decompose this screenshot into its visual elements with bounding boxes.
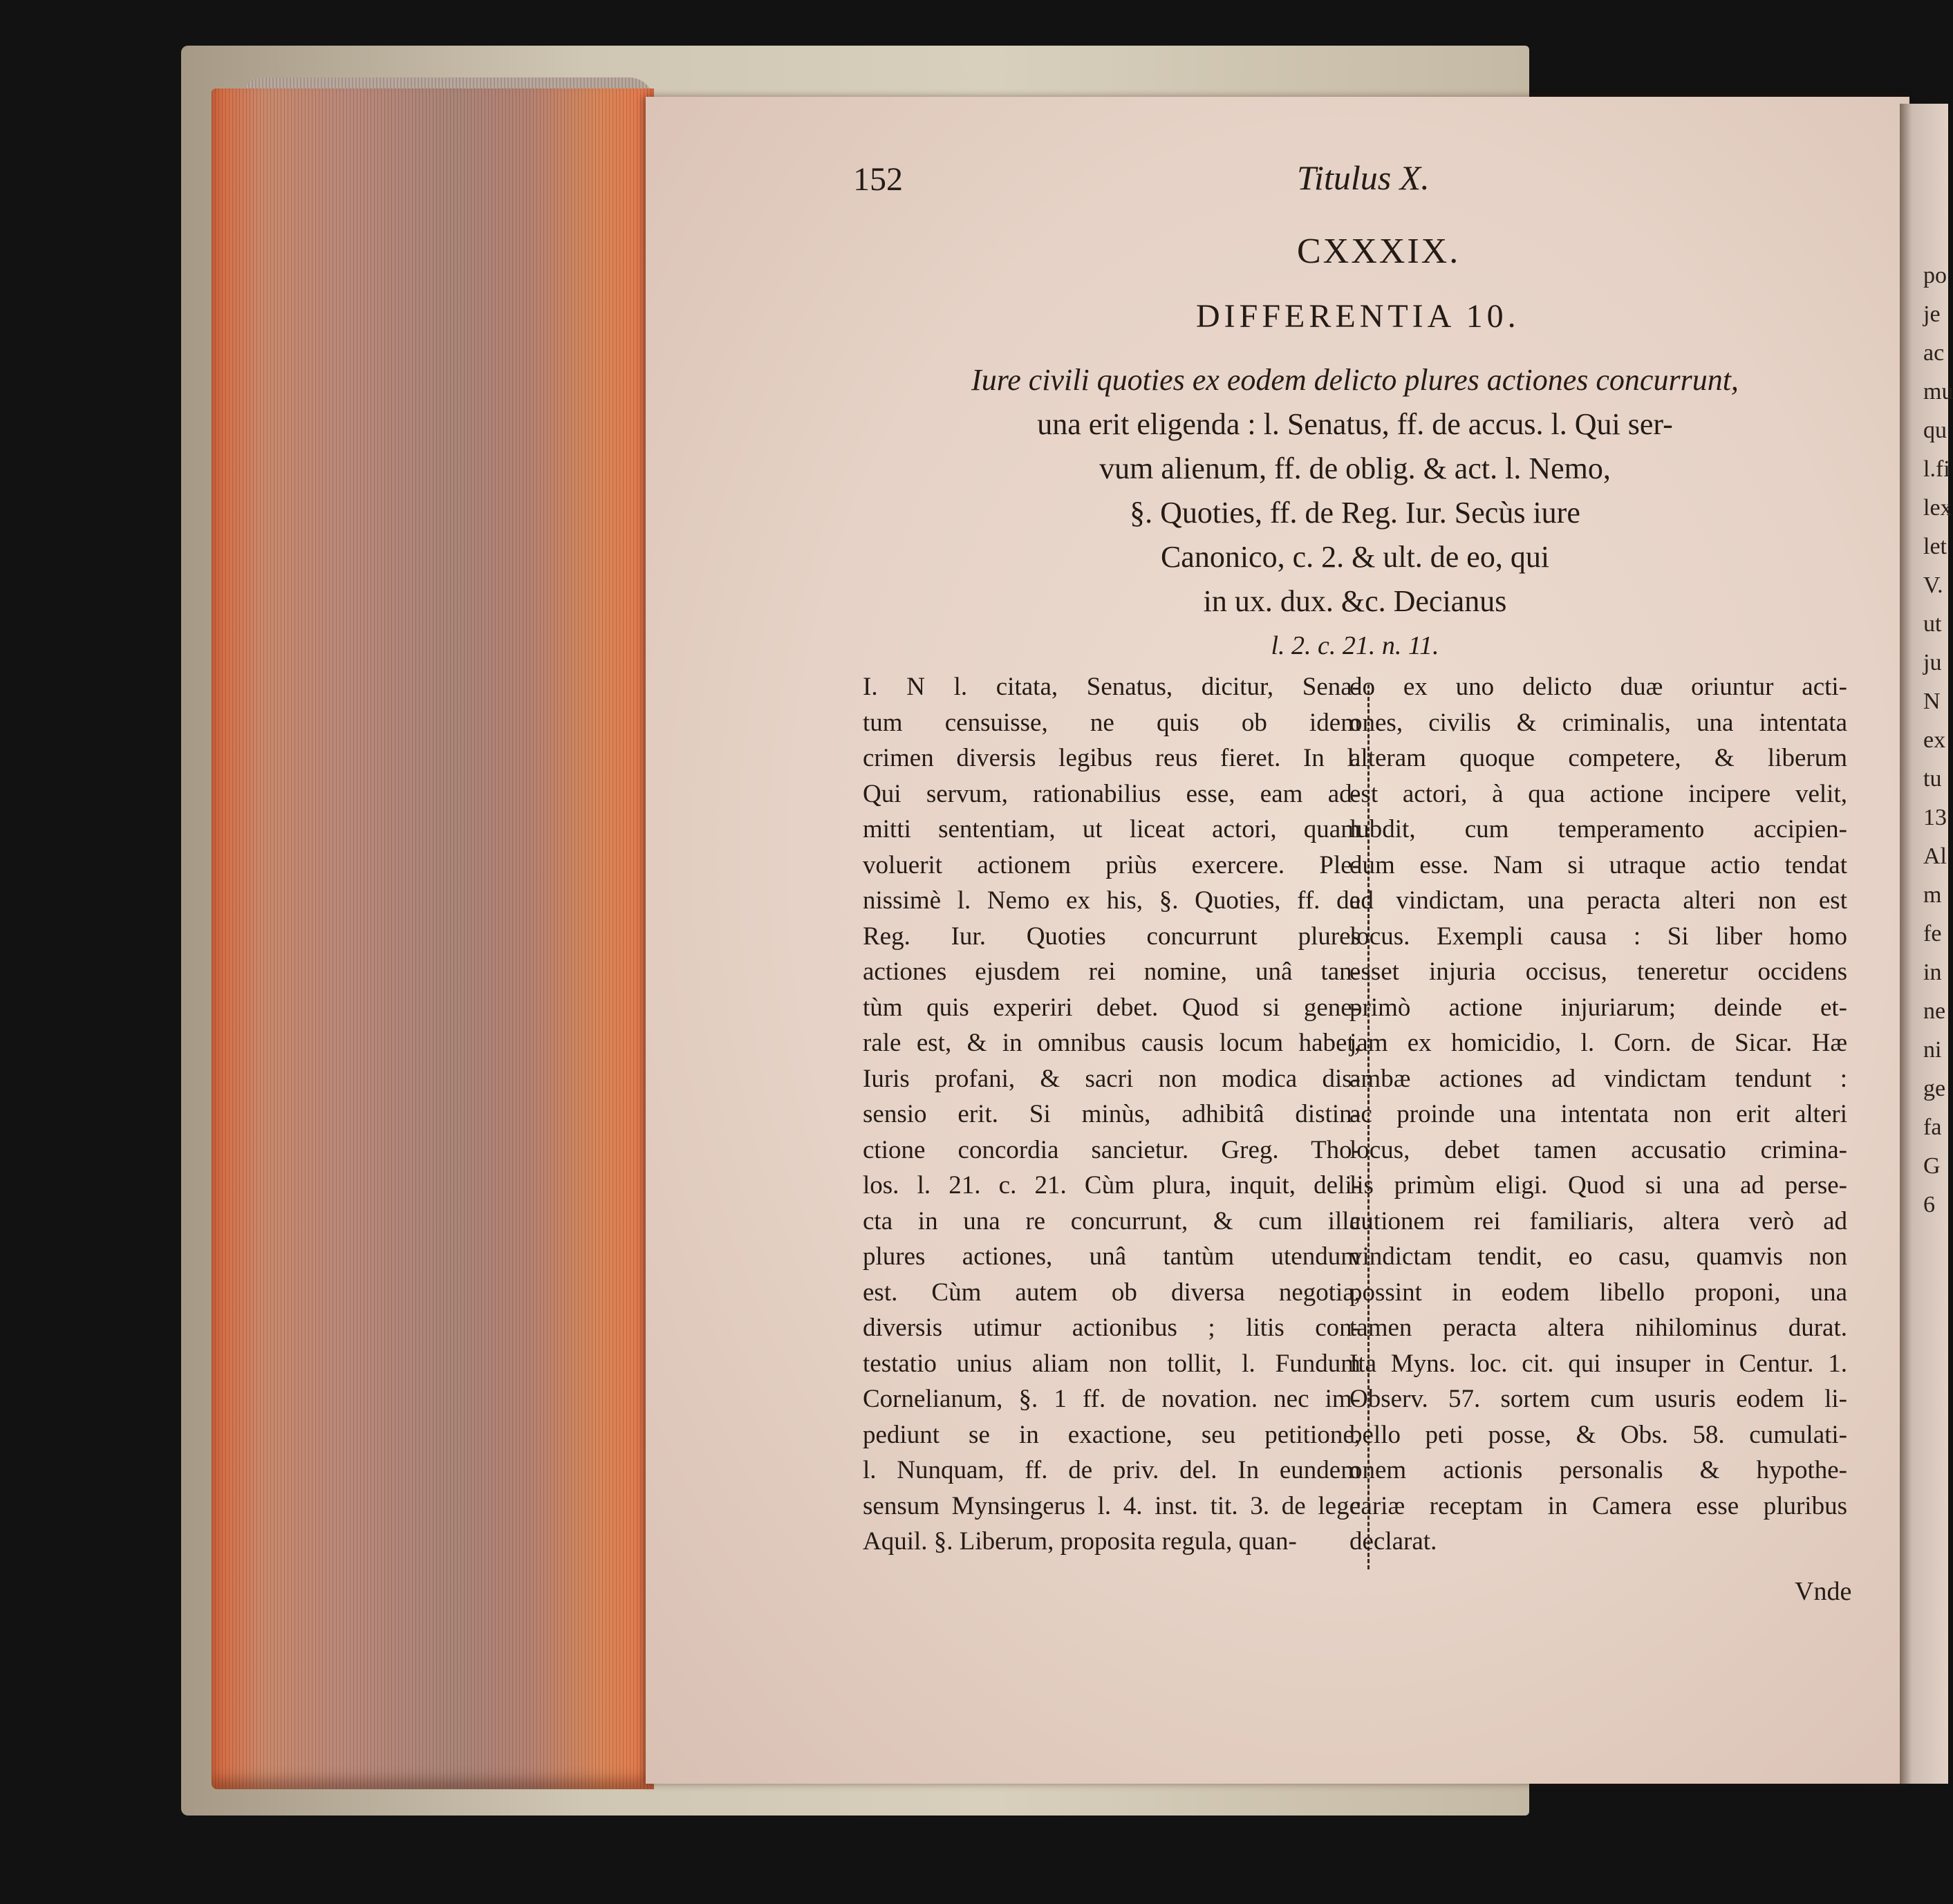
page-number: 152 [853, 161, 903, 198]
text-line: cta in una re concurrunt, & cum illa [863, 1206, 1361, 1235]
section-number: CXXXIX. [1297, 232, 1461, 271]
text-line: Aquil. §. Liberum, proposita regula, quan- [863, 1527, 1297, 1556]
section-heading: DIFFERENTIA 10. [1196, 298, 1520, 335]
text-line: lis primùm eligi. Quod si una ad perse- [1349, 1171, 1847, 1200]
text-line: mitti sententiam, ut liceat actori, quam [863, 815, 1361, 843]
left-column [863, 669, 1361, 1560]
text-line: onem actionis personalis & hypothe- [1349, 1456, 1847, 1484]
text-line: primò actione injuriarum; deinde et- [1349, 993, 1847, 1022]
text-line: los. l. 21. c. 21. Cùm plura, inquit, deli- [863, 1171, 1361, 1200]
text-line: sensum Mynsingerus l. 4. inst. tit. 3. de lege [863, 1491, 1361, 1520]
text-line: l. Nunquam, ff. de priv. del. In eundem [863, 1456, 1361, 1484]
summary-line: Canonico, c. 2. & ult. de eo, qui [1160, 540, 1550, 574]
facing-page-fragment: ut [1923, 611, 1942, 637]
facing-page-fragment: G [1923, 1153, 1941, 1179]
summary-line: in ux. dux. &c. Decianus [1203, 584, 1507, 618]
text-line: alteram quoque competere, & liberum [1349, 744, 1847, 772]
text-line: lubdit, cum temperamento accipien- [1349, 815, 1847, 843]
text-line: pediunt se in exactione, seu petitione, [863, 1420, 1361, 1449]
text-line: cutionem rei familiaris, altera verò ad [1349, 1206, 1847, 1235]
text-line: testatio unius aliam non tollit, l. Fundum [863, 1349, 1361, 1378]
text-line: dum esse. Nam si utraque actio tendat [1349, 850, 1847, 879]
right-column [1349, 669, 1847, 1560]
text-line: Ita Myns. loc. cit. qui insuper in Centur. 1. [1349, 1349, 1847, 1378]
text-line: vindictam tendit, eo casu, quamvis non [1349, 1242, 1847, 1271]
text-line: Reg. Iur. Quoties concurrunt plures [863, 922, 1361, 951]
facing-page-fragment: m [1923, 882, 1942, 908]
catchword: Vnde [1795, 1577, 1852, 1606]
text-line: Cornelianum, §. 1 ff. de novation. nec im- [863, 1385, 1361, 1413]
facing-page-fragment: po [1923, 263, 1947, 288]
text-line: ad vindictam, una peracta alteri non est [1349, 886, 1847, 915]
facing-page-fragment: mu [1923, 379, 1953, 404]
page-stack-edge [212, 88, 654, 1789]
facing-page-fragment: ge [1923, 1076, 1946, 1101]
text-line: est actori, à qua actione incipere velit, [1349, 779, 1847, 808]
text-line: Iuris profani, & sacri non modica dis- [863, 1064, 1361, 1093]
summary-line: §. Quoties, ff. de Reg. Iur. Secùs iure [1130, 496, 1580, 530]
facing-page-fragment: ex [1923, 727, 1946, 753]
facing-page-fragment: qu [1923, 418, 1947, 443]
facing-page-fragment: V. [1923, 572, 1943, 598]
facing-page-fragment: Al [1923, 843, 1947, 869]
text-line: est. Cùm autem ob diversa negotia, [863, 1278, 1361, 1307]
facing-page-edge [1900, 104, 1953, 1784]
text-line: diversis utimur actionibus ; litis con- [863, 1314, 1361, 1342]
text-line: cariæ receptam in Camera esse pluribus [1349, 1491, 1847, 1520]
text-line: crimen diversis legibus reus fieret. In l. [863, 744, 1361, 772]
text-line: sensio erit. Si minùs, adhibitâ distin- [863, 1100, 1361, 1128]
text-line: esset injuria occisus, teneretur occidens [1349, 958, 1847, 986]
facing-page-fragment: in [1923, 960, 1942, 985]
text-line: Qui servum, rationabilius esse, eam ad- [863, 779, 1361, 808]
text-line: possint in eodem libello proponi, una [1349, 1278, 1847, 1307]
facing-page-fragment: ne [1923, 998, 1946, 1024]
facing-page-fragment: ni [1923, 1037, 1942, 1063]
text-line: do ex uno delicto duæ oriuntur acti- [1349, 673, 1847, 701]
text-line: I. N l. citata, Senatus, dicitur, Sena- [863, 673, 1361, 701]
facing-page-fragment: l.fi [1923, 456, 1950, 482]
text-line: actiones ejusdem rei nomine, unâ tan- [863, 958, 1361, 986]
text-line: rale est, & in omnibus causis locum habet, [863, 1029, 1361, 1057]
text-line: tum censuisse, ne quis ob idem [863, 708, 1361, 737]
text-line: jam ex homicidio, l. Corn. de Sicar. Hæ [1349, 1029, 1847, 1057]
text-line: ctione concordia sancietur. Greg. Tho- [863, 1135, 1361, 1164]
facing-page-fragment: ac [1923, 340, 1945, 366]
facing-page-fragment: je [1923, 301, 1941, 327]
text-line: locus, debet tamen accusatio crimina- [1349, 1135, 1847, 1164]
text-line: Observ. 57. sortem cum usuris eodem li- [1349, 1385, 1847, 1413]
text-line: locus. Exempli causa : Si liber homo [1349, 922, 1847, 951]
text-line: tamen peracta altera nihilominus durat. [1349, 1314, 1847, 1342]
summary-line: vum alienum, ff. de oblig. & act. l. Nemo, [1099, 451, 1611, 485]
facing-page-fragment: fe [1923, 921, 1942, 946]
facing-page-fragment: ju [1923, 650, 1942, 675]
text-line: ambæ actiones ad vindictam tendunt : [1349, 1064, 1847, 1093]
text-line: ac proinde una intentata non erit alteri [1349, 1100, 1847, 1128]
facing-page-fragment: N [1923, 689, 1941, 714]
facing-page-fragment: lex [1923, 495, 1952, 521]
summary-block [885, 358, 1825, 668]
text-line: tùm quis experiri debet. Quod si gene- [863, 993, 1361, 1022]
running-title: Titulus X. [1297, 158, 1430, 197]
facing-page-fragment: let [1923, 534, 1947, 559]
text-line: bello peti posse, & Obs. 58. cumulati- [1349, 1420, 1847, 1449]
text-line: nissimè l. Nemo ex his, §. Quoties, ff. de [863, 886, 1361, 915]
summary-line: l. 2. c. 21. n. 11. [1271, 631, 1439, 660]
facing-page-fragment: 6 [1923, 1192, 1935, 1217]
facing-page-fragment: 13 [1923, 805, 1947, 830]
facing-page-fragment: fa [1923, 1114, 1942, 1140]
facing-page-fragment: tu [1923, 766, 1942, 792]
text-line: voluerit actionem priùs exercere. Ple- [863, 850, 1361, 879]
text-line: ones, civilis & criminalis, una intentata [1349, 708, 1847, 737]
text-line: plures actiones, unâ tantùm utendum [863, 1242, 1361, 1271]
summary-line: Iure civili quoties ex eodem delicto plures actiones concurrunt, [971, 363, 1739, 397]
summary-line: una erit eligenda : l. Senatus, ff. de accus. l. Qui ser- [1037, 407, 1673, 441]
text-line: declarat. [1349, 1527, 1437, 1556]
